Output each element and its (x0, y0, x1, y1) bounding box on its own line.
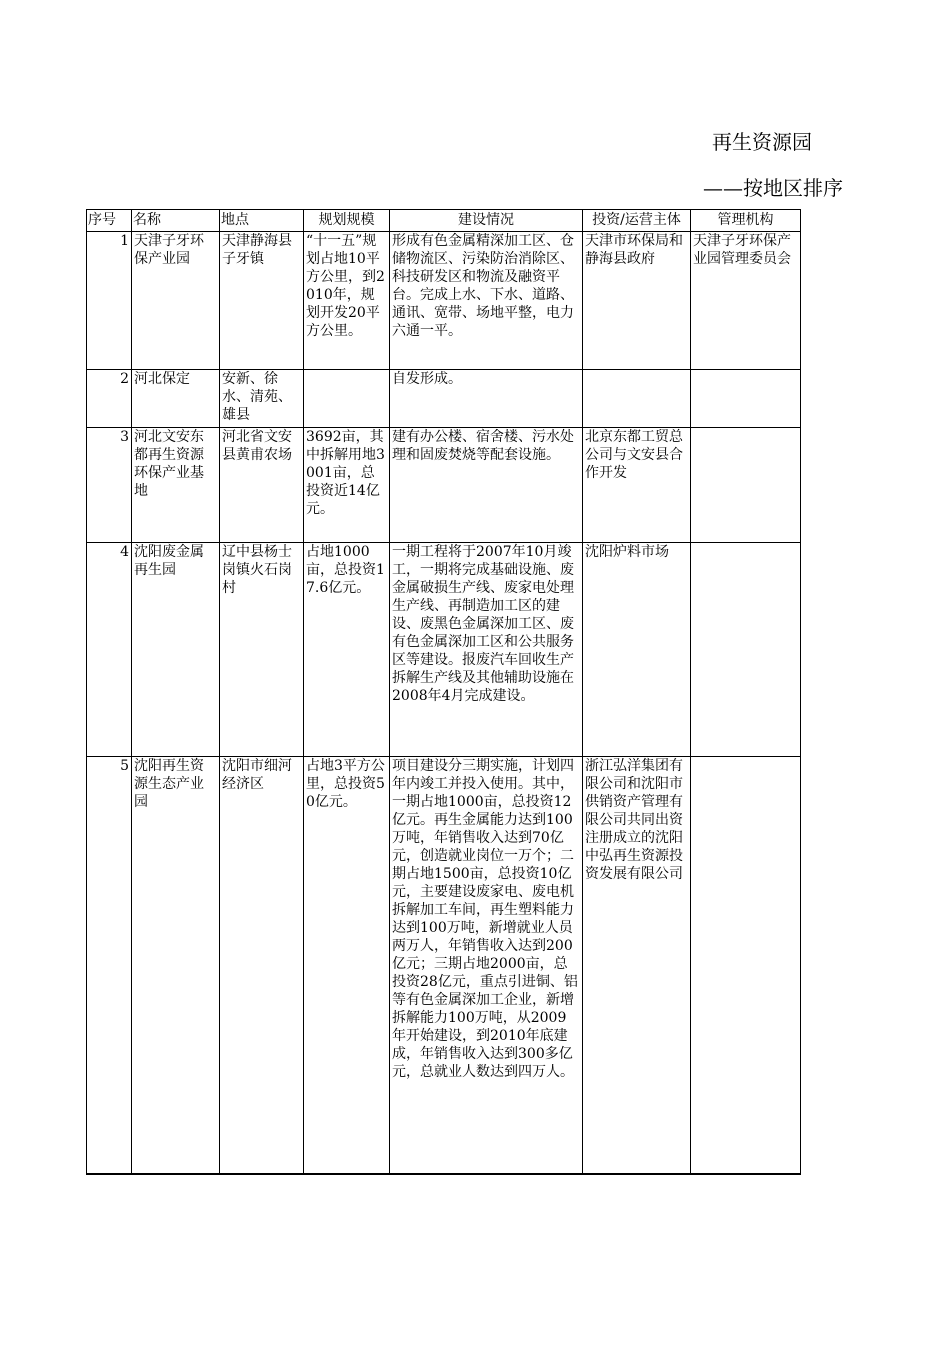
table-row (87, 232, 801, 370)
header-row (87, 210, 801, 232)
management-body: 天津子牙环保产业园管理委员会 (691, 232, 801, 370)
construction-status: 一期工程将于2007年10月竣工，一期将完成基础设施、废金属破损生产线、废家电处理生产线、再制造加工区的建设、废黑色金属深加工区、废有色金属深加工区和公共服务区等建设。报废汽车回收生产拆解生产线及其他辅助设施在2008年4月完成建设。 (390, 543, 583, 757)
planning-scale: “十一五”规划占地10平方公里，到2010年，规划开发20平方公里。 (304, 232, 390, 370)
management-body (691, 543, 801, 757)
table-row (87, 370, 801, 428)
park-name: 沈阳再生资源生态产业园 (132, 757, 220, 1174)
investor: 天津市环保局和静海县政府 (583, 232, 691, 370)
header-investor: 投资/运营主体 (583, 210, 691, 232)
park-location: 天津静海县子牙镇 (220, 232, 304, 370)
header-location: 地点 (220, 210, 304, 232)
table-row (87, 428, 801, 543)
header-scale: 规划规模 (304, 210, 390, 232)
planning-scale: 占地3平方公里，总投资50亿元。 (304, 757, 390, 1174)
park-name: 天津子牙环保产业园 (132, 232, 220, 370)
park-name: 沈阳废金属再生园 (132, 543, 220, 757)
park-location: 沈阳市细河经济区 (220, 757, 304, 1174)
management-body (691, 370, 801, 428)
park-name: 河北保定 (132, 370, 220, 428)
header-idx: 序号 (87, 210, 132, 232)
row-index: 4 (87, 543, 132, 757)
planning-scale: 3692亩，其中拆解用地3001亩，总投资近14亿元。 (304, 428, 390, 543)
page-title: 再生资源园 (712, 130, 812, 154)
construction-status: 建有办公楼、宿舍楼、污水处理和固废焚烧等配套设施。 (390, 428, 583, 543)
page-subtitle: ——按地区排序 (703, 176, 843, 200)
construction-status: 形成有色金属精深加工区、仓储物流区、污染防治消除区、科技研发区和物流及融资平台。完成上水、下水、道路、通讯、宽带、场地平整，电力六通一平。 (390, 232, 583, 370)
row-index: 2 (87, 370, 132, 428)
park-location: 河北省文安县黄甫农场 (220, 428, 304, 543)
planning-scale: 占地1000亩，总投资17.6亿元。 (304, 543, 390, 757)
investor: 浙江弘洋集团有限公司和沈阳市供销资产管理有限公司共同出资注册成立的沈阳中弘再生资源投资发展有限公司 (583, 757, 691, 1174)
header-name: 名称 (132, 210, 220, 232)
management-body (691, 757, 801, 1174)
row-index: 5 (87, 757, 132, 1174)
row-index: 1 (87, 232, 132, 370)
investor (583, 370, 691, 428)
construction-status: 自发形成。 (390, 370, 583, 428)
header-construction: 建设情况 (390, 210, 583, 232)
park-location: 安新、徐水、清苑、雄县 (220, 370, 304, 428)
table-row (87, 543, 801, 757)
construction-status: 项目建设分三期实施，计划四年内竣工并投入使用。其中，一期占地1000亩，总投资12亿元。再生金属能力达到100万吨，年销售收入达到70亿元，创造就业岗位一万个；二期占地1500亩，总投资10亿元，主要建设废家电、废电机拆解加工车间，再生塑料能力达到100万吨，新增就业人员两万人，年销售收入达到200亿元；三期占地2000亩，总投资28亿元，重点引进铜、铝等有色金属深加工企业，新增拆解能力100万吨，从2009年开始建设，到2010年底建成，年销售收入达到300多亿元，总就业人数达到四万人。 (390, 757, 583, 1174)
investor: 沈阳炉料市场 (583, 543, 691, 757)
header-management: 管理机构 (691, 210, 801, 232)
investor: 北京东都工贸总公司与文安县合作开发 (583, 428, 691, 543)
planning-scale (304, 370, 390, 428)
recycling-parks-table (86, 209, 801, 1175)
row-index: 3 (87, 428, 132, 543)
park-location: 辽中县杨士岗镇火石岗村 (220, 543, 304, 757)
park-name: 河北文安东都再生资源环保产业基地 (132, 428, 220, 543)
table-row (87, 757, 801, 1174)
management-body (691, 428, 801, 543)
